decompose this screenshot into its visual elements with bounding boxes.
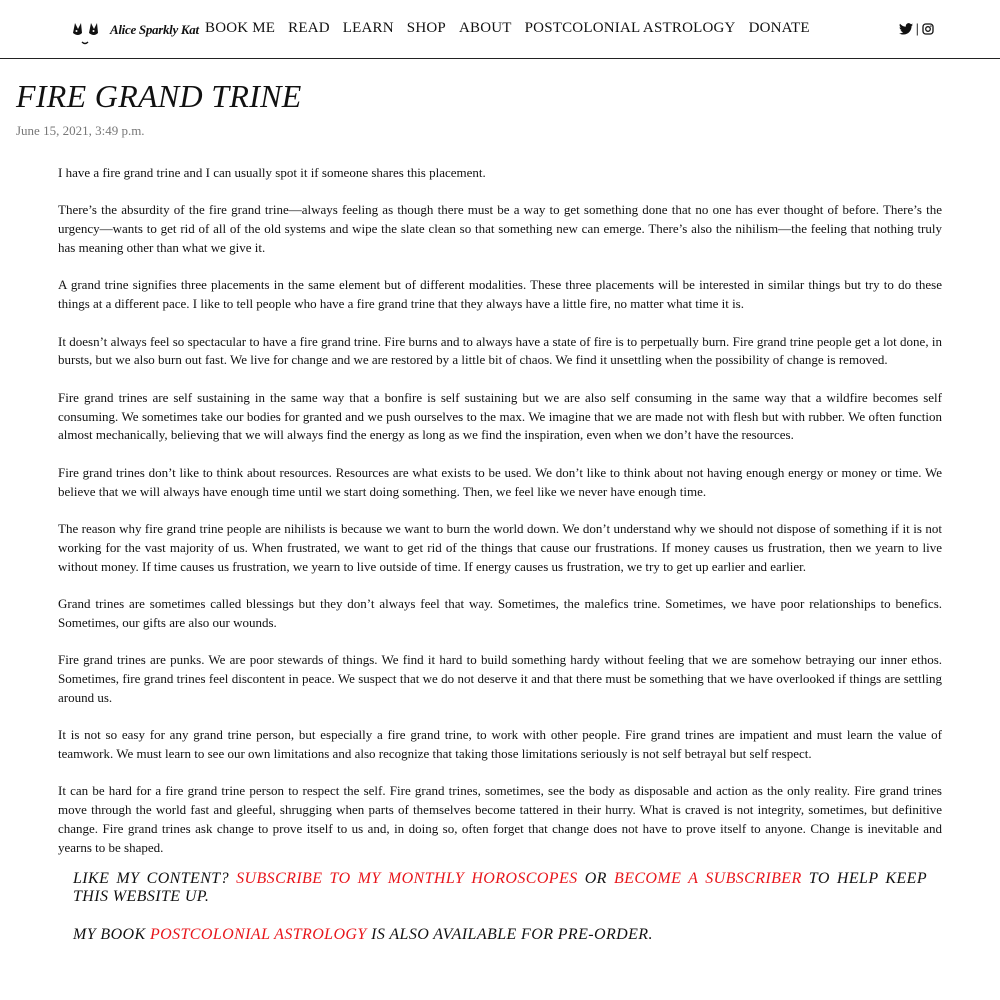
cta-text: OR bbox=[577, 870, 615, 887]
postcolonial-astrology-link[interactable]: POSTCOLONIAL ASTROLOGY bbox=[149, 926, 367, 943]
cat-logo-icon bbox=[70, 13, 104, 47]
cta-text: IS ALSO AVAILABLE FOR PRE-ORDER. bbox=[366, 926, 653, 943]
become-subscriber-link[interactable]: BECOME A SUBSCRIBER bbox=[614, 870, 802, 887]
social-separator: | bbox=[915, 21, 919, 36]
top-navigation bbox=[0, 0, 1000, 59]
cta-book-line bbox=[73, 926, 927, 944]
post-paragraph: It can be hard for a fire grand trine person to respect the self. Fire grand trines, sometimes, see the body as disposable and action as the only reality. Fire grand trines move through the world fast and gleeful, shrugging when parts of themselves become tattered in their hurry. What is craved is not integrity, sometimes, but definitive change. Fire grand trines ask change to prove itself to us and, in doing so, often forget that change does not have to prove itself to anyone. Change is inevitable and yearns to be shaped. bbox=[58, 783, 942, 855]
post-paragraph: It is not so easy for any grand trine person, but especially a fire grand trine, to work with other people. Fire grand trines are impatient and must learn the value of teamwork. We must learn to see our own limitations and also recognize that taking those limitations seriously is not self betrayal but self respect. bbox=[58, 727, 942, 761]
post-paragraph: A grand trine signifies three placements in the same element but of different modalities. These three placements will be interested in similar things but try to do these things at a different pace. I like to tell people who have a fire grand trine that they always have a little fire, no matter what time it is. bbox=[58, 277, 942, 312]
nav-shop[interactable]: SHOP bbox=[406, 20, 446, 36]
twitter-icon[interactable] bbox=[899, 23, 913, 35]
post-paragraph: There’s the absurdity of the fire grand trine—always feeling as though there must be a way to get something done that no one has ever thought of before. There’s the urgency—wants to get rid of all of the old systems and wipe the slate clean so that something new can emerge. There’s also the nihilism—the feeling that nothing truly has meaning other than what we give it. bbox=[58, 202, 942, 255]
main-menu bbox=[205, 20, 823, 37]
social-links bbox=[899, 21, 934, 36]
post-date: June 15, 2021, 3:49 p.m. bbox=[16, 123, 145, 138]
nav-learn[interactable]: LEARN bbox=[342, 20, 394, 36]
post-paragraph: It doesn’t always feel so spectacular to have a fire grand trine. Fire burns and to always have a state of fire is to perpetually burn. Fire grand trine people get a lot done, in bursts, but we also burn out fast. We live for change and we are restored by a little bit of chaos. We find it unsettling when the possibility of change is removed. bbox=[58, 333, 942, 368]
nav-about[interactable]: ABOUT bbox=[458, 20, 512, 36]
nav-donate[interactable]: DONATE bbox=[748, 20, 810, 36]
cta-text: LIKE MY CONTENT? bbox=[73, 870, 237, 887]
post-paragraph: Fire grand trines are self sustaining in the same way that a bonfire is self sustaining but we are also self consuming in the same way that a wildfire becomes self consuming. We sometimes take our bodies for granted and we push ourselves to the max. We imagine that we are made not with flesh but with rubber. We often function almost mechanically, believing that we will always find the energy as long as we find the inspiration, even when we don’t have the resources. bbox=[58, 389, 942, 443]
post-title: FIRE GRAND TRINE bbox=[16, 78, 302, 114]
subscribe-horoscopes-link[interactable]: SUBSCRIBE TO MY MONTHLY HOROSCOPES bbox=[236, 870, 578, 887]
post-paragraph: I have a fire grand trine and I can usually spot it if someone shares this placement. bbox=[58, 165, 486, 180]
instagram-icon[interactable] bbox=[922, 23, 934, 35]
nav-read[interactable]: READ bbox=[288, 20, 330, 36]
call-to-action bbox=[73, 870, 927, 964]
post-paragraph: Grand trines are sometimes called blessings but they don’t always feel that way. Sometimes, the malefics trine. Sometimes, we have poor relationships to benefics. Sometimes, our gifts are also our wounds. bbox=[58, 595, 942, 630]
cta-text: MY BOOK bbox=[73, 926, 150, 943]
cta-subscribe-line bbox=[73, 870, 927, 906]
cta-text: TO HELP KEEP THIS WEBSITE UP. bbox=[73, 870, 928, 905]
site-logo[interactable] bbox=[70, 12, 199, 48]
nav-book-me[interactable]: BOOK ME bbox=[205, 20, 276, 36]
logo-text: Alice Sparkly Kat bbox=[110, 22, 199, 37]
nav-postcolonial-astrology[interactable]: POSTCOLONIAL ASTROLOGY bbox=[524, 20, 736, 36]
post-paragraph: Fire grand trines are punks. We are poor stewards of things. We find it hard to build something hardy without feeling that we are somehow betraying our inner ethos. Sometimes, fire grand trines feel discontent in peace. We suspect that we do not deserve it and that there must be something that we have overlooked if things are settling around us. bbox=[58, 652, 942, 705]
post-body bbox=[58, 164, 942, 876]
post-paragraph: The reason why fire grand trine people are nihilists is because we want to burn the world down. We don’t understand why we should not dispose of something if it is not working for the vast majority of us. When frustrated, we want to get rid of the things that cause our frustrations. If money causes us frustration, then we yearn to live without money. If time causes us frustration, we yearn to live outside of time. If energy causes us frustration, we try to get up earlier and earlier. bbox=[58, 520, 942, 574]
post-paragraph: Fire grand trines don’t like to think about resources. Resources are what exists to be used. We don’t like to think about not having enough energy or money or time. We believe that we will always have enough time until we start doing something. Then, we feel like we never have enough time. bbox=[58, 464, 942, 499]
